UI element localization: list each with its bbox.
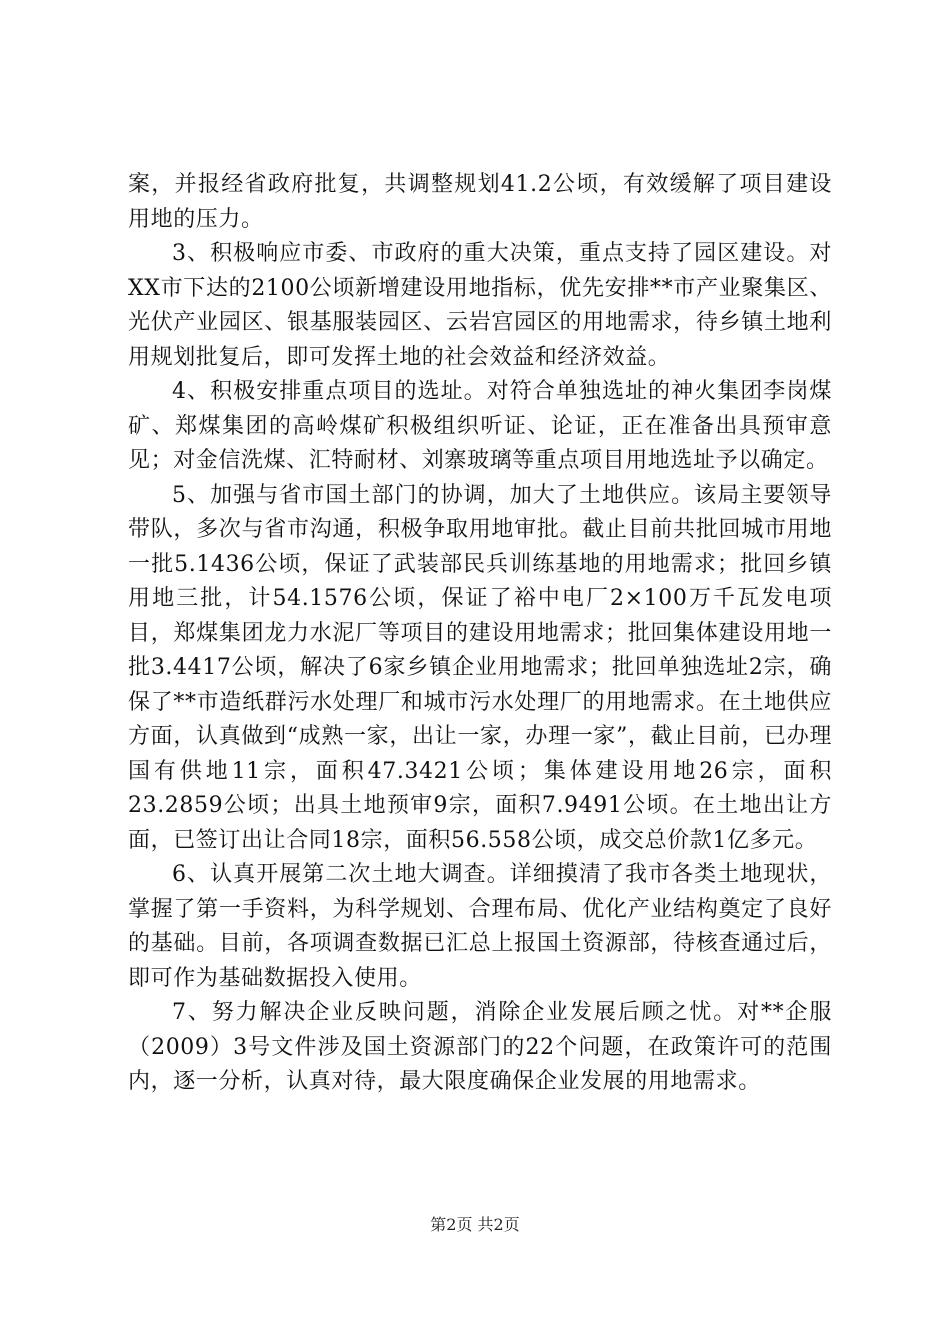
document-body [128, 168, 832, 1100]
paragraph-item-6: 6、认真开展第二次土地大调查。详细摸清了我市各类土地现状，掌握了第一手资料，为科学规划、合理布局、优化产业结构奠定了良好的基础。目前，各项调查数据已汇总上报国土资源部，待核查通过后，即可作为基础数据投入使用。 [128, 862, 832, 991]
paragraph-item-5: 5、加强与省市国土部门的协调，加大了土地供应。该局主要领导带队，多次与省市沟通，积极争取用地审批。截止目前共批回城市用地一批5.1436公顷，保证了武装部民兵训练基地的用地需求；批回乡镇用地三批，计54.1576公顷，保证了裕中电厂2×100万千瓦发电项目，郑煤集团龙力水泥厂等项目的建设用地需求；批回集体建设用地一批3.4417公顷，解决了6家乡镇企业用地需求；批回单独选址2宗，确保了**市造纸群污水处理厂和城市污水处理厂的用地需求。在土地供应方面，认真做到“成熟一家，出让一家，办理一家”，截止目前，已办理国有供地11宗，面积47.3421公顷；集体建设用地26宗，面积23.2859公顷；出具土地预审9宗，面积7.9491公顷。在土地出让方面，已签订出让合同18宗，面积56.558公顷，成交总价款1亿多元。 [128, 482, 832, 853]
paragraph-item-7: 7、努力解决企业反映问题，消除企业发展后顾之忧。对**企服（2009）3号文件涉及国土资源部门的22个问题，在政策许可的范围内，逐一分析，认真对待，最大限度确保企业发展的用地需求。 [128, 1000, 832, 1094]
page-number-footer: 第2页 共2页 [430, 1215, 520, 1234]
paragraph-continuation: 案，并报经省政府批复，共调整规划41.2公顷，有效缓解了项目建设用地的压力。 [128, 172, 832, 232]
paragraph-item-3: 3、积极响应市委、市政府的重大决策，重点支持了园区建设。对XX市下达的2100公顷新增建设用地指标，优先安排**市产业聚集区、光伏产业园区、银基服装园区、云岩宫园区的用地需求，待乡镇土地利用规划批复后，即可发挥土地的社会效益和经济效益。 [128, 241, 832, 370]
paragraph-item-4: 4、积极安排重点项目的选址。对符合单独选址的神火集团李岗煤矿、郑煤集团的高岭煤矿积极组织听证、论证，正在准备出具预审意见；对金信洗煤、汇特耐材、刘寨玻璃等重点项目用地选址予以确定。 [128, 379, 832, 473]
